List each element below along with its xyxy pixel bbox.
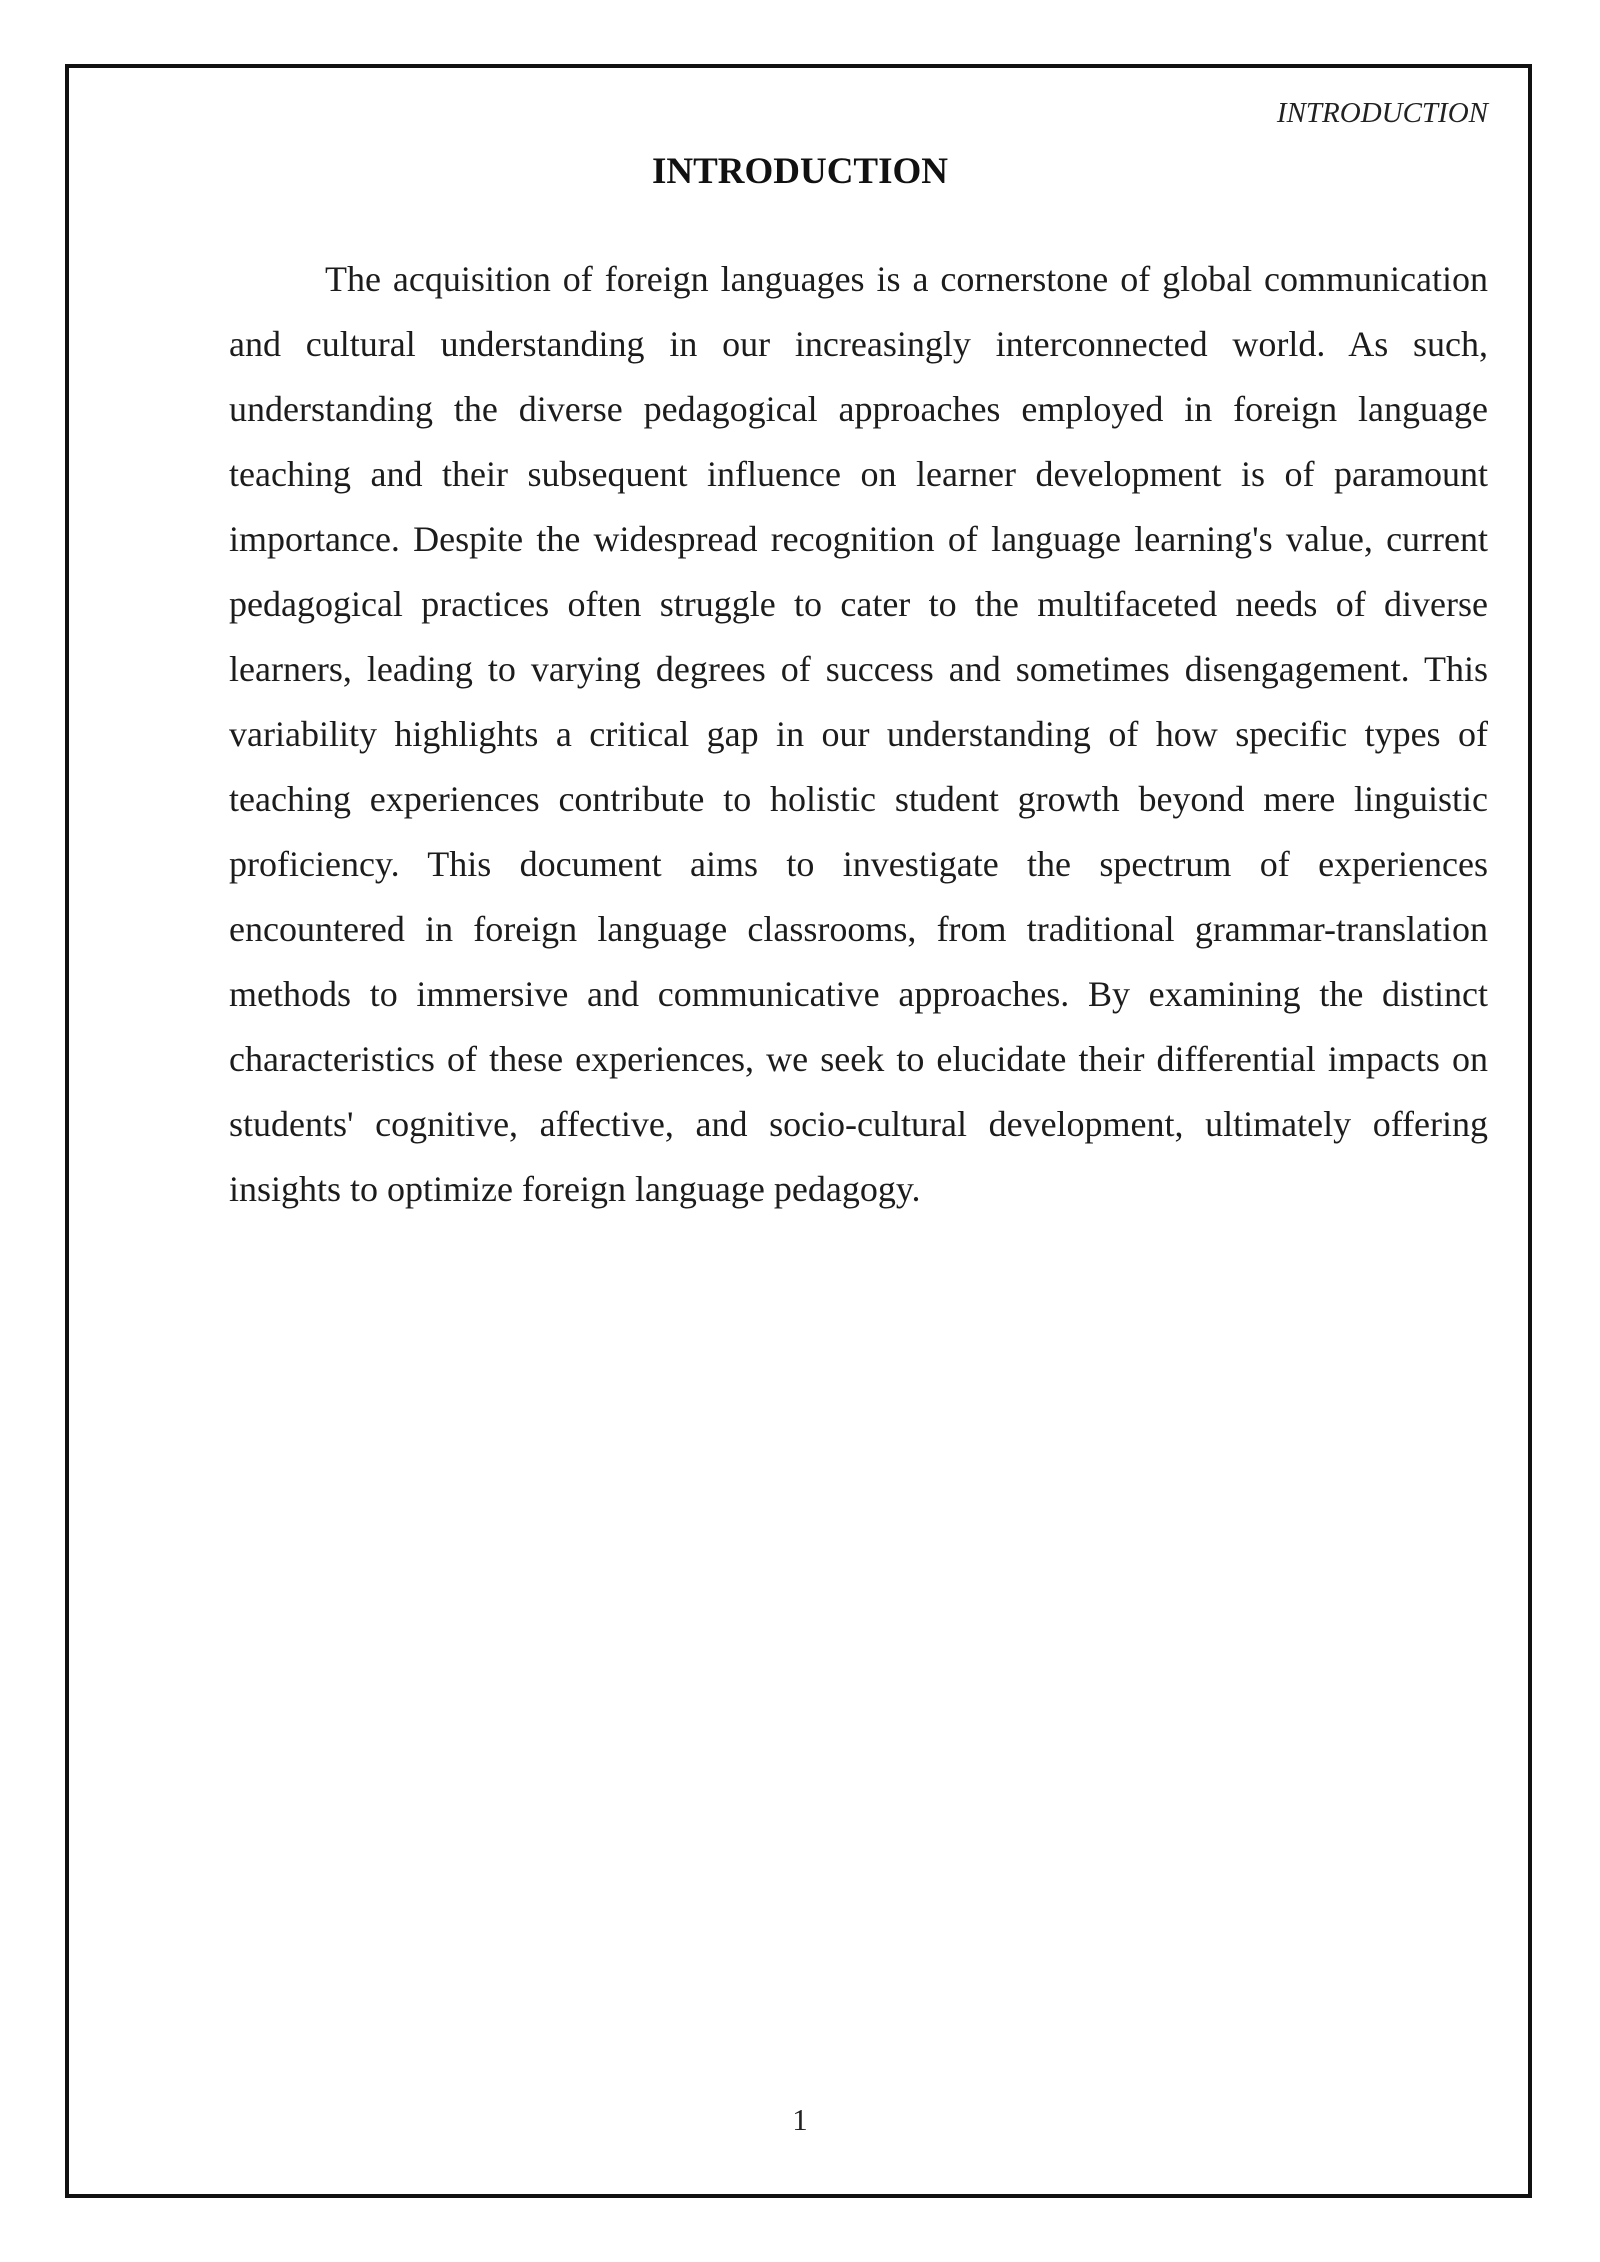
running-header: INTRODUCTION <box>1276 97 1488 129</box>
page-title: INTRODUCTION <box>651 151 949 192</box>
introduction-paragraph: The acquisition of foreign languages is a cornerstone of global communication and cultural understanding in our increasingly interconnected world. As such, understanding the diverse pedagogical approaches employed in foreign language teaching and their subsequent influence on learner development is of paramount importance. Despite the widespread recognition of language learning's value, current pedagogical practices often struggle to cater to the multifaceted needs of diverse learners, leading to varying degrees of success and sometimes disengagement. This variability highlights a critical gap in our understanding of how specific types of teaching experiences contribute to holistic student growth beyond mere linguistic proficiency. This document aims to investigate the spectrum of experiences encountered in foreign language classrooms, from traditional grammar-translation methods to immersive and communicative approaches. By examining the distinct characteristics of these experiences, we seek to elucidate their differential impacts on students' cognitive, affective, and socio-cultural development, ultimately offering insights to optimize foreign language pedagogy. <box>229 259 1488 1209</box>
page-number: 1 <box>792 2102 808 2137</box>
